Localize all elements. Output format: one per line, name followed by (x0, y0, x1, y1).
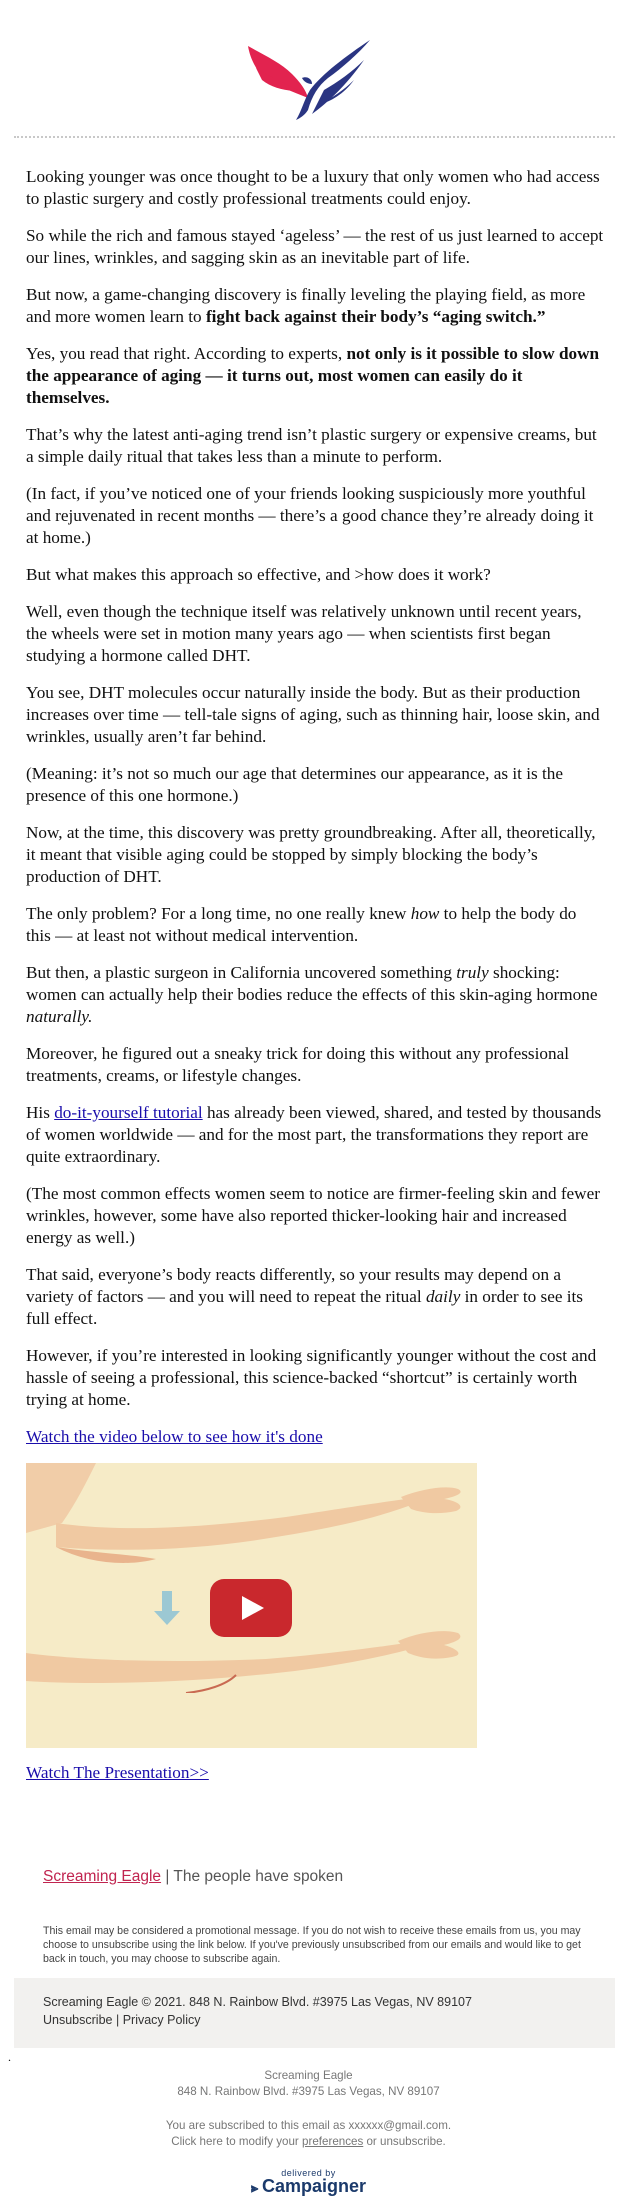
video-thumbnail[interactable] (26, 1463, 477, 1748)
footer-disclaimer: This email may be considered a promotional message. If you do not wish to receive these emails from us, you may choose to unsubscribe using the link below. If you've previously unsubscribed from our emails and would like to get back in touch, you may choose to subscribe again. (43, 1925, 581, 1965)
paragraph: (The most common effects women seem to notice are firmer-feeling skin and fewer wrinkles, however, some have also reported thicker-looking hair and increased energy as well.) (26, 1184, 600, 1247)
arm-illustration (26, 1463, 477, 1748)
footer-links: Unsubscribe | Privacy Policy (43, 2013, 201, 2027)
paragraph: That said, everyone’s body reacts differently, so your results may depend on a variety of factors — and you will need to repeat the ritual daily in order to see its full effect. (26, 1265, 583, 1328)
paragraph: Looking younger was once thought to be a luxury that only women who had access to plastic surgery and costly professional treatments could enjoy. (26, 167, 600, 208)
header-divider (14, 136, 615, 138)
down-arrow-icon (162, 1591, 172, 1611)
sender-name: Screaming Eagle (264, 2069, 353, 2082)
copyright: Screaming Eagle © 2021. 848 N. Rainbow Blvd. #3975 Las Vegas, NV 89107 (43, 1995, 472, 2009)
paragraph: But now, a game-changing discovery is finally leveling the playing field, as more and more women learn to fight back against their body’s “aging switch.” (26, 285, 586, 326)
paragraph: His do-it-yourself tutorial has already been viewed, shared, and tested by thousands of women worldwide — and for the most part, the transformations they report are quite extraordinary. (26, 1103, 602, 1166)
paragraph: (Meaning: it’s not so much our age that determines our appearance, as it is the presence of this one hormone.) (26, 764, 563, 805)
paragraph: You see, DHT molecules occur naturally inside the body. But as their production increases over time — tell-tale signs of aging, such as thinning hair, loose skin, and wrinkles, usually aren’t far behind. (26, 683, 600, 746)
stray-dot: . (8, 2050, 11, 2064)
paragraph: But then, a plastic surgeon in California uncovered something truly shocking: women can actually help their bodies reduce the effects of this skin-aging hormone naturally. (26, 963, 598, 1026)
footer-box (14, 1978, 615, 2048)
campaigner-logo: ⫸ Campaigner (251, 2176, 366, 2196)
paragraph: Now, at the time, this discovery was pretty groundbreaking. After all, theoretically, it meant that visible aging could be stopped by simply blocking the body’s production of DHT. (26, 823, 596, 886)
paragraph: Moreover, he figured out a sneaky trick for doing this without any professional treatments, creams, or lifestyle changes. (26, 1044, 569, 1085)
delivered-by-label: delivered by (281, 2168, 336, 2178)
campaigner-mark-icon: ⫸ (251, 2180, 262, 2195)
paragraph: The only problem? For a long time, no one really knew how to help the body do this — at least not without medical intervention. (26, 904, 577, 945)
delivered-by[interactable] (0, 2168, 617, 2197)
watch-video-link[interactable]: Watch the video below to see how it's done (26, 1427, 323, 1446)
eagle-logo-icon (246, 38, 372, 120)
header-logo (0, 38, 617, 123)
article-body (26, 166, 604, 1799)
campaigner-footer (0, 2068, 617, 2150)
paragraph: That’s why the latest anti-aging trend isn’t plastic surgery or expensive creams, but a simple daily ritual that takes less than a minute to perform. (26, 425, 597, 466)
paragraph: Well, even though the technique itself was relatively unknown until recent years, the wheels were set in motion many years ago — when scientists first began studying a hormone called DHT. (26, 602, 582, 665)
modify-text: Click here to modify your preferences or unsubscribe. (171, 2135, 446, 2148)
unsubscribe-link[interactable]: Unsubscribe (43, 2013, 113, 2027)
preferences-link[interactable]: preferences (302, 2135, 364, 2148)
brand-link[interactable]: Screaming Eagle (43, 1868, 162, 1885)
paragraph: (In fact, if you’ve noticed one of your friends looking suspiciously more youthful and rejuvenated in recent months — there’s a good chance they’re already doing it at home.) (26, 484, 594, 547)
sender-address: 848 N. Rainbow Blvd. #3975 Las Vegas, NV 89107 (177, 2085, 440, 2098)
paragraph: So while the rich and famous stayed ‘ageless’ — the rest of us just learned to accept our lines, wrinkles, and sagging skin as an inevitable part of life. (26, 226, 604, 267)
subscribed-text: You are subscribed to this email as xxxxxx@gmail.com. (165, 2119, 452, 2132)
paragraph (26, 1762, 604, 1784)
footer-brand: Screaming Eagle | The people have spoken (43, 1868, 344, 1885)
privacy-link[interactable]: Privacy Policy (122, 2013, 201, 2027)
paragraph: But what makes this approach so effective, and >how does it work? (26, 565, 491, 584)
paragraph: Yes, you read that right. According to experts, not only is it possible to slow down the appearance of aging — it turns out, most women can easily do it themselves. (26, 344, 600, 407)
paragraph: However, if you’re interested in looking significantly younger without the cost and hassle of seeing a professional, this science-backed “shortcut” is certainly worth trying at home. (26, 1346, 597, 1409)
tutorial-link[interactable]: do-it-yourself tutorial (54, 1103, 203, 1122)
presentation-link[interactable]: Watch The Presentation>> (26, 1763, 209, 1782)
paragraph (26, 1426, 604, 1448)
